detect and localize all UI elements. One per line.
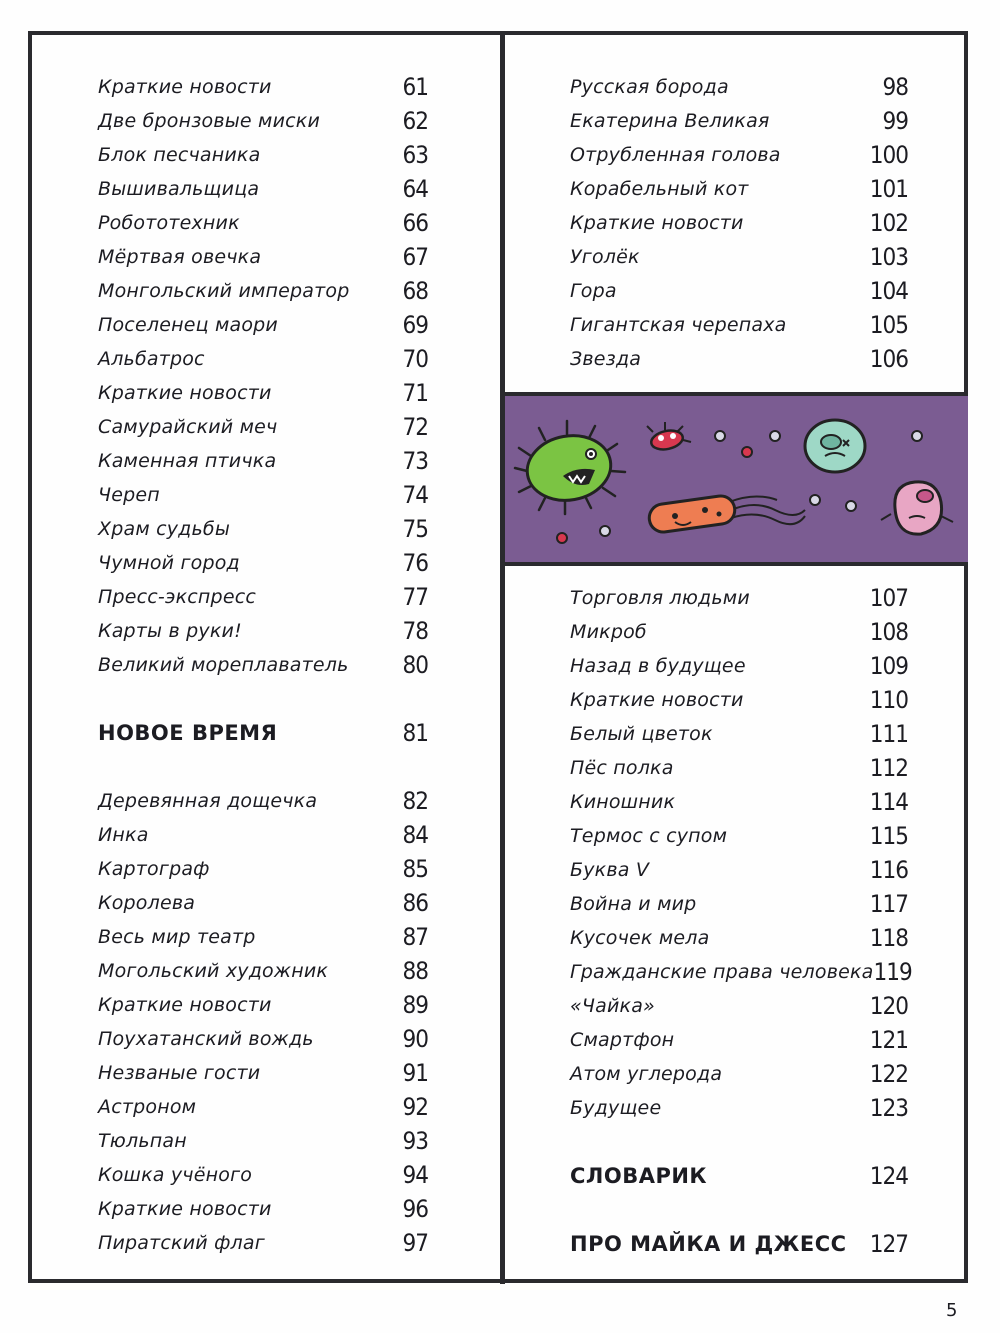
entry-page-number: 89	[402, 991, 428, 1019]
entry-title: Астроном	[98, 1096, 197, 1118]
red-germ-icon	[647, 422, 691, 452]
entry-title: Гражданские права человека	[570, 961, 874, 983]
entry-page-number: 75	[402, 515, 428, 543]
entry-page-number: 122	[869, 1060, 908, 1088]
entry-page-number: 124	[869, 1162, 908, 1190]
entry-title: Весь мир театр	[98, 926, 256, 948]
pink-amoeba-icon	[881, 482, 953, 534]
contents-entry	[98, 988, 428, 1022]
entry-page-number: 123	[869, 1094, 908, 1122]
entry-title: Буква V	[570, 859, 650, 881]
entry-page-number: 106	[869, 345, 908, 373]
contents-entry	[98, 376, 428, 410]
green-germ-icon	[515, 421, 625, 514]
contents-entry	[570, 240, 908, 274]
section-entry	[570, 1159, 908, 1193]
entry-page-number: 88	[402, 957, 428, 985]
entry-title: Альбатрос	[98, 348, 205, 370]
contents-entry	[98, 308, 428, 342]
entry-page-number: 74	[402, 481, 428, 509]
contents-entry	[98, 852, 428, 886]
entry-page-number: 84	[402, 821, 428, 849]
contents-entry	[98, 1124, 428, 1158]
entry-page-number: 86	[402, 889, 428, 917]
contents-entry	[98, 1022, 428, 1056]
microbes-drawing	[505, 396, 968, 562]
orange-bacillus-icon	[647, 494, 805, 534]
entry-title: Блок песчаника	[98, 144, 261, 166]
entry-title: Уголёк	[570, 246, 640, 268]
section-entry	[570, 1227, 908, 1261]
entry-page-number: 94	[402, 1161, 428, 1189]
contents-entry	[98, 240, 428, 274]
entry-title: Торговля людьми	[570, 587, 750, 609]
entry-page-number: 107	[869, 584, 908, 612]
entry-page-number: 103	[869, 243, 908, 271]
entry-page-number: 116	[869, 856, 908, 884]
spacer	[570, 1125, 908, 1159]
contents-entry	[98, 172, 428, 206]
entry-title: Две бронзовые миски	[98, 110, 321, 132]
entry-page-number: 71	[402, 379, 428, 407]
contents-entry	[98, 70, 428, 104]
contents-entry	[570, 717, 908, 751]
entry-title: Могольский художник	[98, 960, 329, 982]
entry-page-number: 121	[869, 1026, 908, 1054]
entry-title: Краткие новости	[98, 76, 272, 98]
entry-page-number: 96	[402, 1195, 428, 1223]
entry-page-number: 81	[402, 719, 428, 747]
contents-entry	[98, 648, 428, 682]
contents-entry	[570, 138, 908, 172]
entry-page-number: 80	[402, 651, 428, 679]
contents-entry	[98, 1226, 428, 1260]
spacer	[98, 750, 428, 784]
entry-page-number: 118	[869, 924, 908, 952]
entry-title: Незваные гости	[98, 1062, 261, 1084]
contents-entry	[570, 751, 908, 785]
contents-entry	[98, 478, 428, 512]
contents-entry	[570, 308, 908, 342]
entry-page-number: 67	[402, 243, 428, 271]
entry-page-number: 93	[402, 1127, 428, 1155]
spacer	[98, 682, 428, 716]
contents-entry	[570, 1023, 908, 1057]
entry-page-number: 100	[869, 141, 908, 169]
contents-entry	[98, 274, 428, 308]
contents-entry	[570, 921, 908, 955]
entry-title: Краткие новости	[570, 212, 744, 234]
entry-title: Инка	[98, 824, 149, 846]
entry-title: Пиратский флаг	[98, 1232, 265, 1254]
contents-entry	[570, 887, 908, 921]
entry-page-number: 61	[402, 73, 428, 101]
entry-page-number: 78	[402, 617, 428, 645]
entry-page-number: 66	[402, 209, 428, 237]
entry-page-number: 117	[869, 890, 908, 918]
contents-entry	[98, 1158, 428, 1192]
entry-page-number: 72	[402, 413, 428, 441]
entry-title: Робототехник	[98, 212, 240, 234]
entry-page-number: 119	[873, 958, 912, 986]
entry-title: Смартфон	[570, 1029, 675, 1051]
contents-entry	[98, 1090, 428, 1124]
contents-entry	[98, 818, 428, 852]
entry-title: Пресс-экспресс	[98, 586, 257, 608]
entry-title: Киношник	[570, 791, 676, 813]
entry-title: Самурайский меч	[98, 416, 278, 438]
entry-title: Термос с супом	[570, 825, 728, 847]
entry-title: Гигантская черепаха	[570, 314, 787, 336]
contents-entry	[98, 580, 428, 614]
entry-title: Деревянная дощечка	[98, 790, 318, 812]
contents-entry	[98, 138, 428, 172]
entry-page-number: 77	[402, 583, 428, 611]
entry-page-number: 110	[869, 686, 908, 714]
contents-entry	[570, 683, 908, 717]
entry-title: Микроб	[570, 621, 647, 643]
entry-title: Картограф	[98, 858, 210, 880]
entry-title: СЛОВАРИК	[570, 1164, 708, 1188]
entry-page-number: 87	[402, 923, 428, 951]
entry-title: Корабельный кот	[570, 178, 749, 200]
teal-cell-icon	[805, 420, 865, 472]
contents-entry	[98, 104, 428, 138]
entry-page-number: 120	[869, 992, 908, 1020]
contents-entry	[570, 853, 908, 887]
entry-page-number: 92	[402, 1093, 428, 1121]
entry-title: Екатерина Великая	[570, 110, 770, 132]
entry-page-number: 62	[402, 107, 428, 135]
contents-entry	[98, 1056, 428, 1090]
entry-title: Вышивальщица	[98, 178, 260, 200]
entry-page-number: 82	[402, 787, 428, 815]
section-entry	[98, 716, 428, 750]
entry-page-number: 69	[402, 311, 428, 339]
contents-entry	[98, 784, 428, 818]
contents-entry	[570, 342, 908, 376]
right-contents-column-top	[570, 70, 908, 376]
contents-entry	[98, 920, 428, 954]
entry-title: Русская борода	[570, 76, 729, 98]
entry-title: «Чайка»	[570, 995, 655, 1017]
contents-entry	[570, 172, 908, 206]
entry-title: НОВОЕ ВРЕМЯ	[98, 721, 278, 745]
entry-title: Поухатанский вождь	[98, 1028, 314, 1050]
entry-title: Кошка учёного	[98, 1164, 253, 1186]
contents-entry	[98, 512, 428, 546]
contents-entry	[98, 342, 428, 376]
contents-entry	[98, 206, 428, 240]
entry-page-number: 102	[869, 209, 908, 237]
entry-title: Назад в будущее	[570, 655, 746, 677]
entry-page-number: 104	[869, 277, 908, 305]
contents-entry	[98, 410, 428, 444]
entry-title: Звезда	[570, 348, 642, 370]
contents-entry	[570, 104, 908, 138]
entry-title: Каменная птичка	[98, 450, 277, 472]
right-contents-column-bottom	[570, 581, 912, 1261]
entry-page-number: 63	[402, 141, 428, 169]
contents-entry	[570, 581, 908, 615]
entry-page-number: 101	[869, 175, 908, 203]
entry-title: Атом углерода	[570, 1063, 723, 1085]
contents-entry	[570, 1057, 908, 1091]
entry-page-number: 85	[402, 855, 428, 883]
entry-title: Отрубленная голова	[570, 144, 781, 166]
entry-title: Война и мир	[570, 893, 697, 915]
entry-title: Будущее	[570, 1097, 662, 1119]
entry-page-number: 70	[402, 345, 428, 373]
entry-title: Краткие новости	[570, 689, 744, 711]
entry-page-number: 112	[869, 754, 908, 782]
entry-page-number: 73	[402, 447, 428, 475]
entry-title: Королева	[98, 892, 196, 914]
entry-title: Белый цветок	[570, 723, 713, 745]
entry-title: Великий мореплаватель	[98, 654, 349, 676]
contents-entry	[98, 546, 428, 580]
contents-entry	[570, 649, 908, 683]
contents-entry	[98, 444, 428, 478]
entry-title: Поселенец маори	[98, 314, 278, 336]
entry-title: Краткие новости	[98, 994, 272, 1016]
entry-title: Кусочек мела	[570, 927, 710, 949]
entry-page-number: 127	[869, 1230, 908, 1258]
entry-title: Мёртвая овечка	[98, 246, 262, 268]
contents-entry	[570, 785, 908, 819]
entry-page-number: 115	[869, 822, 908, 850]
entry-title: Краткие новости	[98, 1198, 272, 1220]
contents-entry	[570, 615, 908, 649]
entry-page-number: 68	[402, 277, 428, 305]
entry-page-number: 99	[882, 107, 908, 135]
contents-entry	[570, 274, 908, 308]
contents-entry	[98, 614, 428, 648]
entry-page-number: 111	[869, 720, 908, 748]
contents-entry	[98, 954, 428, 988]
microbes-illustration	[505, 392, 968, 566]
entry-page-number: 76	[402, 549, 428, 577]
entry-title: ПРО МАЙКА И ДЖЕСС	[570, 1232, 847, 1256]
contents-entry	[570, 206, 908, 240]
contents-entry	[570, 955, 912, 989]
entry-page-number: 64	[402, 175, 428, 203]
entry-page-number: 114	[869, 788, 908, 816]
entry-page-number: 98	[882, 73, 908, 101]
entry-title: Храм судьбы	[98, 518, 231, 540]
entry-page-number: 109	[869, 652, 908, 680]
spacer	[570, 1193, 908, 1227]
entry-title: Гора	[570, 280, 617, 302]
entry-title: Монгольский император	[98, 280, 350, 302]
entry-page-number: 97	[402, 1229, 428, 1257]
contents-entry	[570, 70, 908, 104]
entry-page-number: 91	[402, 1059, 428, 1087]
entry-title: Тюльпан	[98, 1130, 187, 1152]
entry-page-number: 105	[869, 311, 908, 339]
entry-page-number: 108	[869, 618, 908, 646]
entry-title: Чумной город	[98, 552, 240, 574]
contents-entry	[570, 989, 908, 1023]
contents-entry	[570, 819, 908, 853]
page-number: 5	[946, 1300, 958, 1321]
left-contents-column	[98, 70, 428, 1260]
contents-entry	[98, 886, 428, 920]
column-divider	[500, 32, 505, 1284]
entry-title: Карты в руки!	[98, 620, 242, 642]
contents-entry	[570, 1091, 908, 1125]
entry-title: Пёс полка	[570, 757, 674, 779]
entry-title: Краткие новости	[98, 382, 272, 404]
entry-title: Череп	[98, 484, 160, 506]
contents-entry	[98, 1192, 428, 1226]
entry-page-number: 90	[402, 1025, 428, 1053]
